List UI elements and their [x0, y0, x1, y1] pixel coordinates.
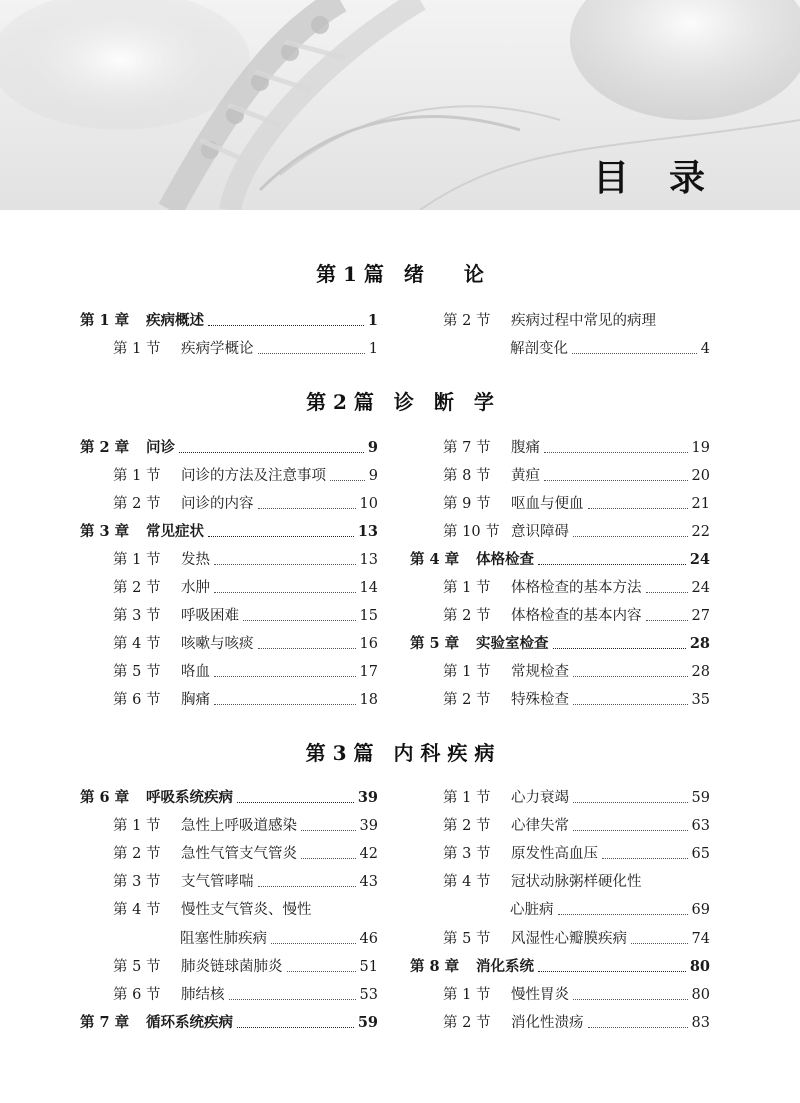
dot-leader	[214, 592, 356, 593]
dot-leader	[538, 564, 686, 565]
dot-leader	[271, 943, 356, 944]
toc-section-row	[510, 900, 710, 920]
section-number: 第 2 节	[113, 496, 161, 512]
toc-chapter-row	[410, 957, 710, 977]
toc-section-row	[510, 339, 710, 359]
page-number: 15	[359, 608, 378, 624]
toc-section-row	[113, 634, 378, 654]
chapter-number: 第 6 章	[80, 789, 130, 806]
chapter-number: 第 2 章	[80, 439, 130, 456]
page-number: 46	[359, 930, 378, 947]
toc-chapter-row	[80, 438, 378, 458]
chapter-title: 常见症状	[146, 523, 204, 540]
toc-section-row	[113, 872, 378, 892]
section-number: 第 2 节	[443, 608, 491, 624]
dot-leader	[208, 536, 354, 537]
section-number: 第 4 节	[113, 636, 161, 652]
section-number: 第 1 节	[443, 664, 491, 680]
section-number: 第 5 节	[443, 930, 491, 947]
page-number: 80	[691, 986, 710, 1003]
section-title: 咯血	[181, 664, 210, 680]
toc-section-row	[443, 872, 710, 892]
dot-leader	[243, 620, 356, 621]
page-number: 51	[359, 958, 378, 975]
chapter-number: 第 3 章	[80, 523, 130, 540]
section-title: 常规检查	[511, 664, 569, 680]
toc-section-row	[113, 550, 378, 570]
section-title: 阻塞性肺疾病	[180, 930, 267, 947]
dot-leader	[330, 480, 365, 481]
section-number: 第 1 节	[443, 790, 491, 806]
section-title: 原发性高血压	[511, 846, 598, 863]
section-number: 第 4 节	[113, 902, 161, 919]
dot-leader	[573, 704, 688, 705]
page-number: 43	[359, 874, 378, 891]
toc-section-row	[443, 522, 710, 542]
section-title: 心脏病	[510, 902, 554, 919]
section-number: 第 2 节	[113, 580, 161, 596]
toc-section-row	[443, 466, 710, 486]
page-number: 10	[359, 496, 378, 512]
section-title: 特殊检查	[511, 692, 569, 708]
toc-section-row	[113, 339, 378, 359]
part-title: 第 2 篇 诊 断 学	[306, 390, 494, 414]
dot-leader	[602, 858, 688, 859]
toc-section-row	[443, 311, 710, 331]
dot-leader	[646, 620, 688, 621]
dot-leader	[258, 353, 365, 354]
section-title: 疾病过程中常见的病理	[511, 313, 656, 329]
page-number: 19	[691, 440, 710, 456]
page-number: 24	[691, 580, 710, 596]
section-number: 第 1 节	[113, 818, 161, 835]
page-number: 27	[691, 608, 710, 624]
chapter-number: 第 8 章	[410, 957, 460, 975]
section-title: 意识障碍	[511, 524, 569, 540]
dot-leader	[258, 886, 356, 887]
toc-section-row	[113, 690, 378, 710]
section-title: 发热	[181, 552, 210, 568]
dot-leader	[558, 914, 688, 915]
section-number: 第 6 节	[113, 986, 161, 1003]
dot-leader	[237, 802, 354, 803]
dot-leader	[573, 536, 688, 537]
page-number: 14	[359, 580, 378, 596]
page-number: 39	[357, 789, 378, 806]
page-number: 17	[359, 664, 378, 680]
section-number: 第 4 节	[443, 874, 491, 891]
page-number: 42	[359, 846, 378, 863]
dot-leader	[588, 508, 688, 509]
chapter-number: 第 1 章	[80, 312, 130, 329]
page-number: 74	[691, 930, 710, 947]
chapter-title: 消化系统	[476, 957, 534, 975]
header-banner	[0, 0, 800, 210]
chapter-title: 疾病概述	[146, 312, 204, 329]
chapter-title: 体格检查	[476, 551, 534, 568]
toc-section-row	[443, 606, 710, 626]
toc-section-row	[443, 788, 710, 808]
page-number: 35	[691, 692, 710, 708]
page-number: 24	[689, 551, 710, 568]
page-title: 目录	[593, 158, 746, 199]
page-number: 59	[357, 1013, 378, 1031]
page-number: 28	[689, 635, 710, 652]
section-number: 第 5 节	[113, 664, 161, 680]
page-number: 4	[700, 341, 710, 357]
dot-leader	[646, 592, 688, 593]
toc-section-row	[443, 578, 710, 598]
chapter-title: 循环系统疾病	[146, 1013, 233, 1031]
section-number: 第 3 节	[113, 608, 161, 624]
toc-section-row	[443, 816, 710, 836]
dot-leader	[301, 858, 356, 859]
section-number: 第 2 节	[113, 846, 161, 863]
section-number: 第 8 节	[443, 468, 491, 484]
page-number: 20	[691, 468, 710, 484]
chapter-title: 呼吸系统疾病	[146, 789, 233, 806]
toc-section-row	[113, 494, 378, 514]
chapter-number: 第 5 章	[410, 635, 460, 652]
toc-section-row	[113, 662, 378, 682]
toc-chapter-row	[80, 522, 378, 542]
section-title: 水肿	[181, 580, 210, 596]
section-title: 呕血与便血	[511, 496, 584, 512]
chapter-title: 实验室检查	[476, 635, 549, 652]
dot-leader	[287, 971, 356, 972]
page-number: 18	[359, 692, 378, 708]
page-number: 83	[691, 1014, 710, 1031]
page-number: 13	[357, 523, 378, 540]
toc-section-row	[443, 690, 710, 710]
section-title: 问诊的内容	[181, 496, 254, 512]
dot-leader	[573, 999, 688, 1000]
section-title: 急性气管支气管炎	[181, 846, 297, 863]
page-number: 13	[359, 552, 378, 568]
toc-section-row	[113, 816, 378, 836]
section-number: 第 3 节	[443, 846, 491, 863]
section-title: 腹痛	[511, 440, 540, 456]
section-title: 体格检查的基本方法	[511, 580, 642, 596]
section-title: 心力衰竭	[511, 790, 569, 806]
toc-section-row	[443, 438, 710, 458]
section-title: 呼吸困难	[181, 608, 239, 624]
dot-leader	[258, 508, 356, 509]
toc-section-row	[443, 844, 710, 864]
section-title: 肺炎链球菌肺炎	[181, 958, 283, 975]
section-title: 心律失常	[511, 818, 569, 835]
toc-section-row	[443, 985, 710, 1005]
toc-section-row	[113, 985, 378, 1005]
page-number: 59	[691, 790, 710, 806]
section-title: 肺结核	[181, 986, 225, 1003]
section-number: 第 1 节	[443, 986, 491, 1003]
dot-leader	[553, 648, 686, 649]
page-number: 9	[367, 439, 378, 456]
toc-chapter-row	[80, 788, 378, 808]
section-number: 第 10 节	[443, 524, 500, 540]
section-title: 体格检查的基本内容	[511, 608, 642, 624]
toc-chapter-row	[410, 550, 710, 570]
toc-section-row	[113, 606, 378, 626]
section-number: 第 1 节	[113, 341, 161, 357]
dot-leader	[631, 943, 688, 944]
dot-leader	[573, 802, 688, 803]
page-number: 39	[359, 818, 378, 835]
toc-section-row	[443, 494, 710, 514]
toc-section-row	[443, 1013, 710, 1033]
toc-chapter-row	[80, 1013, 378, 1033]
section-number: 第 1 节	[113, 552, 161, 568]
toc-chapter-row	[410, 634, 710, 654]
dot-leader	[588, 1027, 688, 1028]
page-number: 1	[368, 341, 378, 357]
page-number: 69	[691, 902, 710, 919]
dot-leader	[208, 325, 364, 326]
toc-section-row	[113, 578, 378, 598]
dot-leader	[229, 999, 356, 1000]
section-number: 第 2 节	[443, 692, 491, 708]
page-number: 63	[691, 818, 710, 835]
section-title: 问诊的方法及注意事项	[181, 468, 326, 484]
section-number: 第 5 节	[113, 958, 161, 975]
dot-leader	[301, 830, 356, 831]
section-number: 第 2 节	[443, 818, 491, 835]
dot-leader	[544, 480, 688, 481]
dot-leader	[538, 971, 686, 972]
dot-leader	[544, 452, 688, 453]
section-title: 慢性支气管炎、慢性	[181, 902, 312, 919]
toc-section-row	[113, 900, 378, 920]
page-number: 80	[689, 957, 710, 975]
section-number: 第 7 节	[443, 440, 491, 456]
page-number: 1	[367, 312, 378, 329]
section-title: 咳嗽与咳痰	[181, 636, 254, 652]
dot-leader	[258, 648, 356, 649]
page-number: 21	[691, 496, 710, 512]
section-number: 第 3 节	[113, 874, 161, 891]
section-title: 疾病学概论	[181, 341, 254, 357]
part-title: 第 3 篇 内 科 疾 病	[305, 741, 495, 765]
section-title: 冠状动脉粥样硬化性	[511, 874, 642, 891]
toc-section-row	[113, 844, 378, 864]
section-number: 第 1 节	[443, 580, 491, 596]
section-title: 慢性胃炎	[511, 986, 569, 1003]
toc-section-row	[443, 662, 710, 682]
page-number: 53	[359, 986, 378, 1003]
section-title: 黄疸	[511, 468, 540, 484]
section-number: 第 2 节	[443, 1014, 491, 1031]
toc-section-row	[180, 929, 378, 949]
page-number: 16	[359, 636, 378, 652]
dot-leader	[214, 564, 356, 565]
chapter-number: 第 4 章	[410, 551, 460, 568]
page-number: 9	[368, 468, 378, 484]
toc-section-row	[113, 957, 378, 977]
toc-section-row	[443, 929, 710, 949]
toc-chapter-row	[80, 311, 378, 331]
part-title: 第 1 篇 绪 论	[316, 262, 484, 286]
page-number: 28	[691, 664, 710, 680]
section-number: 第 6 节	[113, 692, 161, 708]
toc-section-row	[113, 466, 378, 486]
dot-leader	[573, 676, 688, 677]
section-title: 风湿性心瓣膜疾病	[511, 930, 627, 947]
section-number: 第 2 节	[443, 313, 491, 329]
section-title: 支气管哮喘	[181, 874, 254, 891]
dot-leader	[572, 353, 697, 354]
dot-leader	[179, 452, 364, 453]
dot-leader	[573, 830, 688, 831]
section-title: 解剖变化	[510, 341, 568, 357]
section-number: 第 1 节	[113, 468, 161, 484]
page-number: 65	[691, 846, 710, 863]
section-title: 消化性溃疡	[511, 1014, 584, 1031]
chapter-number: 第 7 章	[80, 1013, 130, 1031]
dot-leader	[214, 704, 356, 705]
section-title: 胸痛	[181, 692, 210, 708]
dot-leader	[237, 1027, 354, 1028]
chapter-title: 问诊	[146, 439, 175, 456]
section-title: 急性上呼吸道感染	[181, 818, 297, 835]
section-number: 第 9 节	[443, 496, 491, 512]
page-number: 22	[691, 524, 710, 540]
dot-leader	[214, 676, 356, 677]
